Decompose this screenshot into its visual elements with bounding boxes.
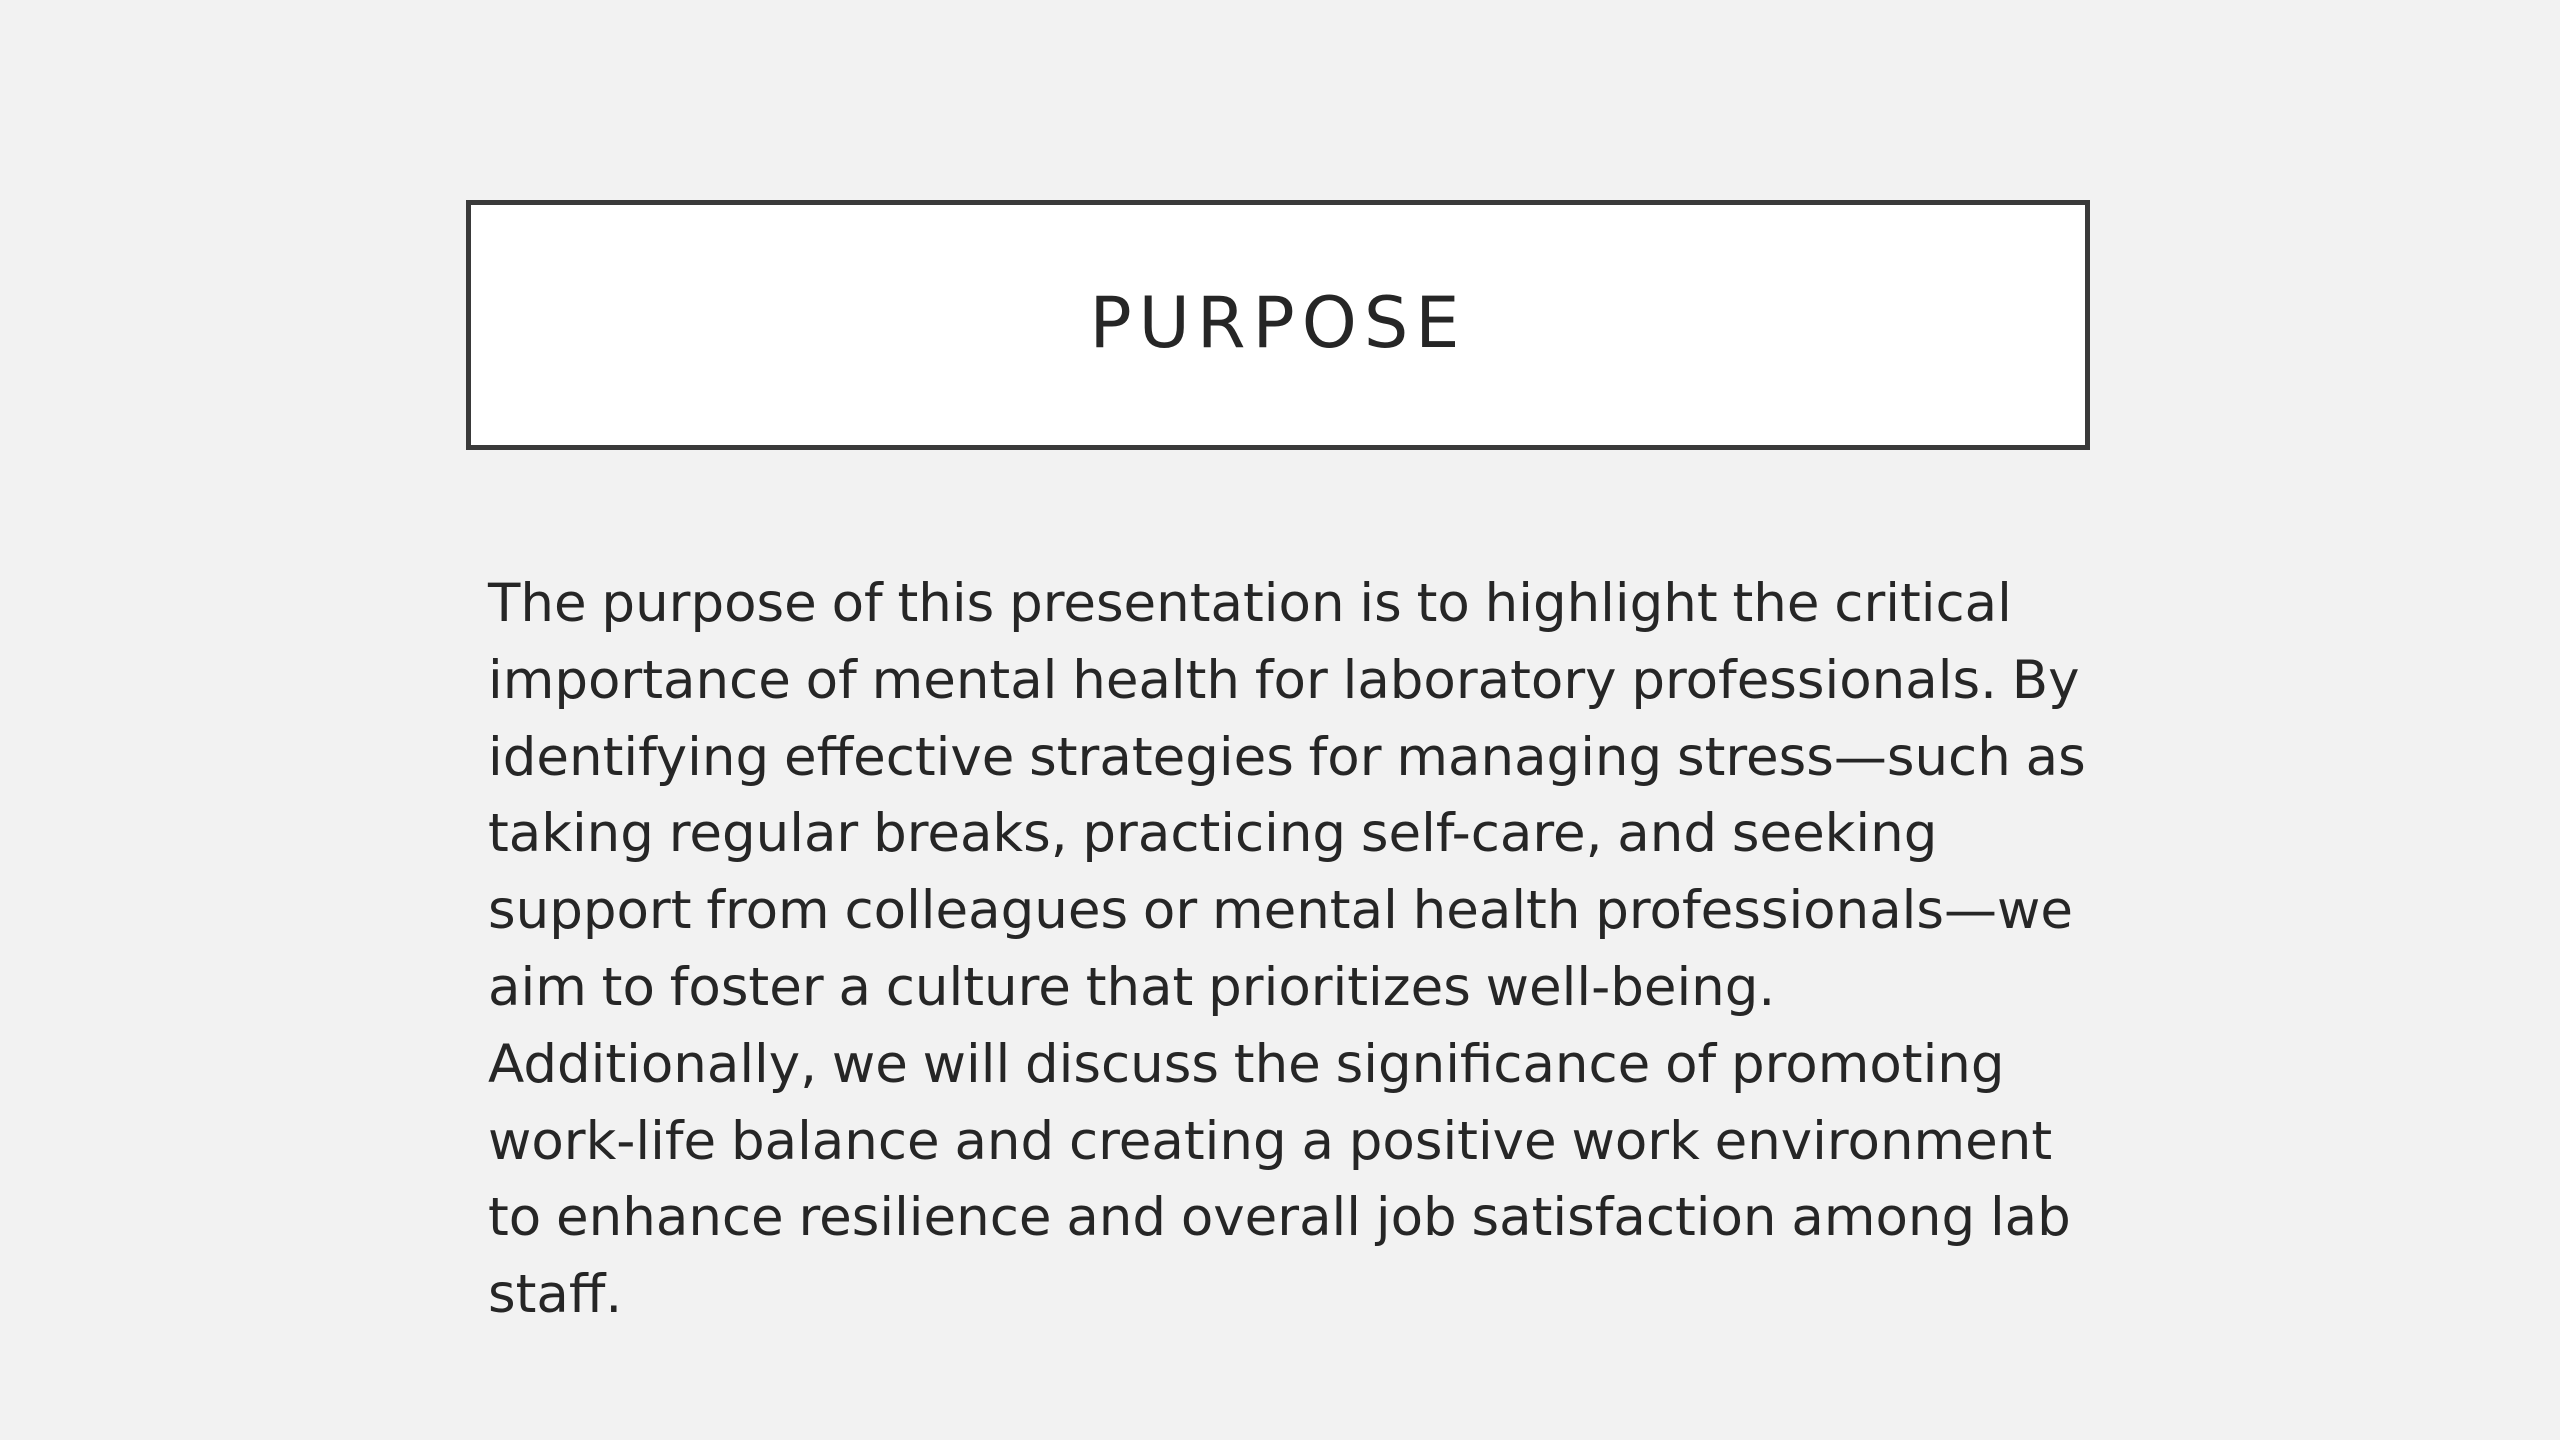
slide-body-text: The purpose of this presentation is to highlight the critical importance of mental health for laboratory professionals. By identifying effective strategies for managing stress—such as taking regular breaks, practicing self-care, and seeking support from colleagues or mental health professionals—we aim to foster a culture that prioritizes well-being. Additionally, we will discuss the significance of promoting work-life balance and creating a positive work environment to enhance resilience and overall job satisfaction among lab staff.	[488, 573, 2086, 1326]
slide-title: PURPOSE	[1089, 282, 1467, 364]
title-box	[466, 200, 2090, 450]
